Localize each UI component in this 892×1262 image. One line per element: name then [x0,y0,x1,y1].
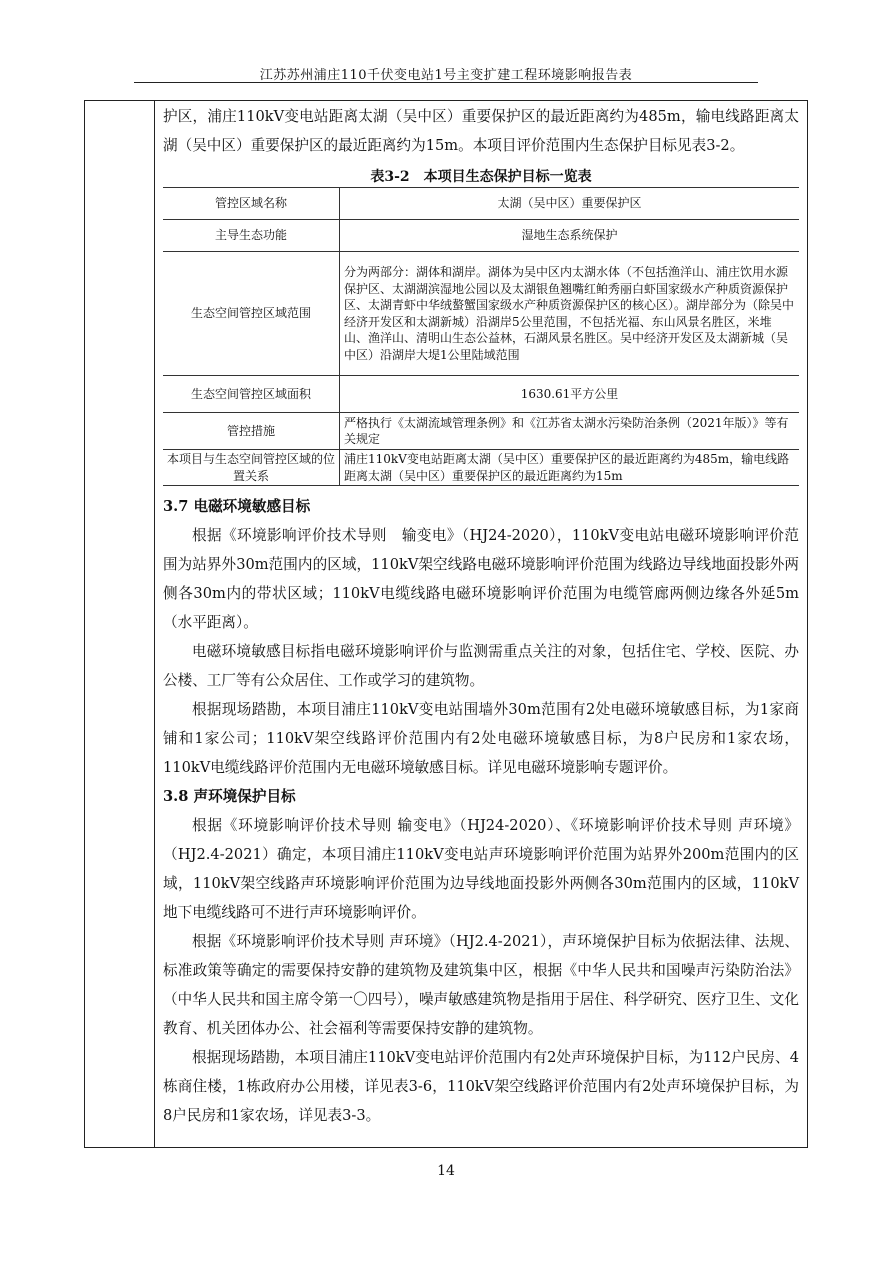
page-header-title: 江苏苏州浦庄110千伏变电站1号主变扩建工程环境影响报告表 [259,68,633,83]
page-number: 14 [437,1163,455,1179]
row-value: 1630.61平方公里 [340,376,800,413]
row-value: 严格执行《太湖流域管理条例》和《江苏省太湖水污染防治条例（2021年版）》等有关规定 [340,413,800,450]
row-key: 生态空间管控区域面积 [163,376,340,413]
table-row [163,413,799,450]
ecological-protection-table [163,187,799,486]
table-row [163,450,799,486]
left-column-divider [154,100,155,1148]
paragraph: 根据《环境影响评价技术导则 声环境》（HJ2.4-2021），声环境保护目标为依据法律、法规、标准政策等确定的需要保持安静的建筑物及建筑集中区，根据《中华人民共和国噪声污染防治法》（中华人民共和国主席令第一〇四号），噪声敏感建筑物是指用于居住、科学研究、医疗卫生、文化教育、机关团体办公、社会福利等需要保持安静的建筑物。 [163,933,799,1037]
table-row [163,376,799,413]
intro-paragraph: 护区，浦庄110kV变电站距离太湖（吴中区）重要保护区的最近距离约为485m，输电线路距离太湖（吴中区）重要保护区的最近距离约为15m。本项目评价范围内生态保护目标见表3-2。 [163,108,799,154]
paragraph: 根据《环境影响评价技术导则 输变电》（HJ24-2020），110kV变电站电磁环境影响评价范围为站界外30m范围内的区域，110kV架空线路电磁环境影响评价范围为线路边导线地面投影外两侧各30m内的带状区域；110kV电缆线路电磁环境影响评价范围为电缆管廊两侧边缘各外延5m（水平距离）。 [163,527,799,631]
section-heading-3-7: 3.7 电磁环境敏感目标 [163,498,311,515]
row-value: 浦庄110kV变电站距离太湖（吴中区）重要保护区的最近距离约为485m，输电线路距离太湖（吴中区）重要保护区的最近距离约为15m [340,450,800,486]
row-value: 太湖（吴中区）重要保护区 [340,188,800,220]
row-key: 本项目与生态空间管控区域的位置关系 [163,450,340,486]
row-value: 分为两部分：湖体和湖岸。湖体为吴中区内太湖水体（不包括渔洋山、浦庄饮用水源保护区、太湖湖滨湿地公园以及太湖银鱼翘嘴红鲌秀丽白虾国家级水产种质资源保护区、太湖青虾中华绒螯蟹国家级水产种质资源保护区的核心区）。湖岸部分为（除吴中经济开发区和太湖新城）沿湖岸5公里范围，不包括光福、东山风景名胜区，米堆山、渔洋山、清明山生态公益林，石湖风景名胜区。吴中经济开发区及太湖新城（吴中区）沿湖岸大堤1公里陆域范围 [340,252,800,376]
row-key: 生态空间管控区域范围 [163,252,340,376]
paragraph: 电磁环境敏感目标指电磁环境影响评价与监测需重点关注的对象，包括住宅、学校、医院、办公楼、工厂等有公众居住、工作或学习的建筑物。 [163,643,799,689]
row-key: 主导生态功能 [163,220,340,252]
paragraph: 根据《环境影响评价技术导则 输变电》（HJ24-2020）、《环境影响评价技术导则 声环境》（HJ2.4-2021）确定，本项目浦庄110kV变电站声环境影响评价范围为站界外200m范围内的区域，110kV架空线路声环境影响评价范围为边导线地面投影外两侧各30m范围内的区域，110kV地下电缆线路可不进行声环境影响评价。 [163,817,799,921]
section-heading-3-8: 3.8 声环境保护目标 [163,788,296,805]
main-content [163,102,799,1130]
row-value: 湿地生态系统保护 [340,220,800,252]
paragraph: 根据现场踏勘，本项目浦庄110kV变电站评价范围内有2处声环境保护目标，为112户民房、4栋商住楼，1栋政府办公用楼，详见表3-6，110kV架空线路评价范围内有2处声环境保护目标，为8户民房和1家农场，详见表3-3。 [163,1049,799,1124]
table-row [163,252,799,376]
paragraph: 根据现场踏勘，本项目浦庄110kV变电站围墙外30m范围有2处电磁环境敏感目标，为1家商铺和1家公司；110kV架空线路评价范围内有2处电磁环境敏感目标，为8户民房和1家农场，110kV电缆线路评价范围内无电磁环境敏感目标。详见电磁环境影响专题评价。 [163,701,799,776]
table-row [163,188,799,220]
table-row [163,220,799,252]
row-key: 管控措施 [163,413,340,450]
row-key: 管控区域名称 [163,188,340,220]
table-caption: 表3-2 本项目生态保护目标一览表 [370,169,592,185]
header-rule [134,82,758,83]
